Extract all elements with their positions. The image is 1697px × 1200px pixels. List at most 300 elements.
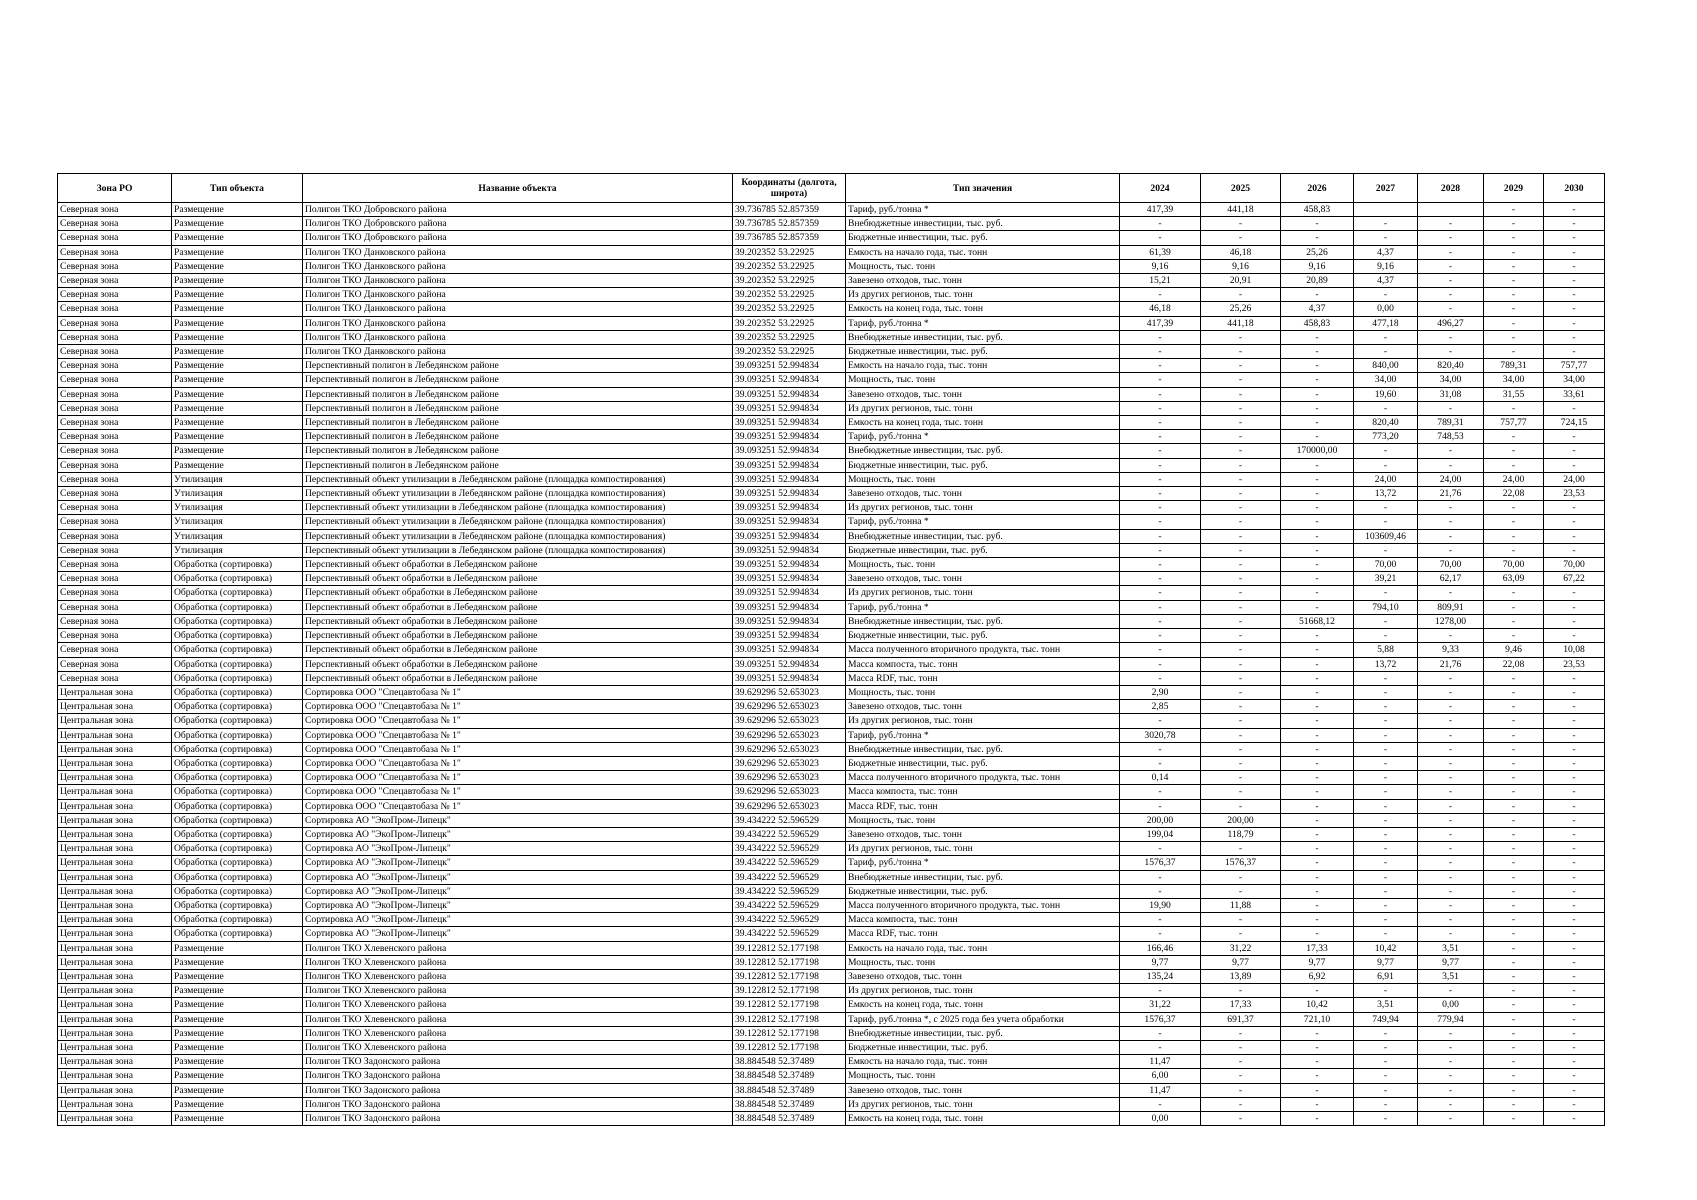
y2024-cell: 135,24: [1120, 969, 1201, 983]
y2030-cell: -: [1544, 771, 1605, 785]
y2026-cell: -: [1281, 827, 1354, 841]
object-name-cell: Сортировка ООО "Спецавтобаза № 1": [303, 700, 733, 714]
table-row: [58, 288, 1605, 302]
data-table: [57, 173, 1605, 1126]
zone-cell: Северная зона: [58, 543, 172, 557]
y2028-cell: -: [1418, 771, 1484, 785]
y2027-cell: -: [1354, 401, 1418, 415]
y2026-cell: -: [1281, 373, 1354, 387]
zone-cell: Северная зона: [58, 302, 172, 316]
col-header-2028: 2028: [1418, 174, 1484, 203]
zone-cell: Северная зона: [58, 416, 172, 430]
zone-cell: Центральная зона: [58, 700, 172, 714]
y2027-cell: 39,21: [1354, 572, 1418, 586]
y2029-cell: -: [1484, 1112, 1544, 1126]
coordinates-cell: 39.202352 53.22925: [733, 330, 846, 344]
coordinates-cell: 39.093251 52.994834: [733, 572, 846, 586]
y2028-cell: 62,17: [1418, 572, 1484, 586]
y2027-cell: -: [1354, 813, 1418, 827]
value-type-cell: Бюджетные инвестиции, тыс. руб.: [846, 629, 1120, 643]
zone-cell: Центральная зона: [58, 827, 172, 841]
table-row: [58, 430, 1605, 444]
y2025-cell: -: [1201, 756, 1281, 770]
object-type-cell: Размещение: [172, 274, 303, 288]
object-type-cell: Утилизация: [172, 515, 303, 529]
y2026-cell: -: [1281, 657, 1354, 671]
zone-cell: Северная зона: [58, 259, 172, 273]
y2026-cell: 9,77: [1281, 955, 1354, 969]
y2025-cell: -: [1201, 416, 1281, 430]
y2026-cell: -: [1281, 472, 1354, 486]
y2025-cell: -: [1201, 685, 1281, 699]
table-row: [58, 529, 1605, 543]
y2030-cell: -: [1544, 288, 1605, 302]
y2030-cell: -: [1544, 927, 1605, 941]
y2028-cell: 9,33: [1418, 643, 1484, 657]
y2027-cell: -: [1354, 288, 1418, 302]
y2024-cell: 31,22: [1120, 998, 1201, 1012]
value-type-cell: Тариф, руб./тонна *: [846, 856, 1120, 870]
y2024-cell: 1576,37: [1120, 1012, 1201, 1026]
y2029-cell: -: [1484, 543, 1544, 557]
object-type-cell: Утилизация: [172, 472, 303, 486]
y2027-cell: 773,20: [1354, 430, 1418, 444]
value-type-cell: Бюджетные инвестиции, тыс. руб.: [846, 231, 1120, 245]
value-type-cell: Завезено отходов, тыс. тонн: [846, 572, 1120, 586]
y2028-cell: -: [1418, 913, 1484, 927]
y2027-cell: 4,37: [1354, 274, 1418, 288]
y2027-cell: -: [1354, 927, 1418, 941]
object-name-cell: Полигон ТКО Хлевенского района: [303, 955, 733, 969]
value-type-cell: Внебюджетные инвестиции, тыс. руб.: [846, 870, 1120, 884]
y2026-cell: -: [1281, 515, 1354, 529]
y2028-cell: 70,00: [1418, 558, 1484, 572]
y2029-cell: 9,46: [1484, 643, 1544, 657]
y2029-cell: -: [1484, 927, 1544, 941]
y2030-cell: -: [1544, 259, 1605, 273]
coordinates-cell: 39.629296 52.653023: [733, 685, 846, 699]
y2024-cell: 11,47: [1120, 1083, 1201, 1097]
y2028-cell: -: [1418, 245, 1484, 259]
y2027-cell: -: [1354, 742, 1418, 756]
y2027-cell: -: [1354, 330, 1418, 344]
object-name-cell: Перспективный полигон в Лебедянском районе: [303, 387, 733, 401]
table-row: [58, 259, 1605, 273]
object-type-cell: Обработка (сортировка): [172, 813, 303, 827]
y2030-cell: -: [1544, 941, 1605, 955]
y2028-cell: -: [1418, 714, 1484, 728]
coordinates-cell: 39.202352 53.22925: [733, 259, 846, 273]
y2024-cell: -: [1120, 231, 1201, 245]
y2026-cell: -: [1281, 700, 1354, 714]
table-row: [58, 813, 1605, 827]
value-type-cell: Внебюджетные инвестиции, тыс. руб.: [846, 742, 1120, 756]
y2029-cell: 22,08: [1484, 487, 1544, 501]
y2026-cell: -: [1281, 387, 1354, 401]
table-row: [58, 572, 1605, 586]
table-row: [58, 387, 1605, 401]
y2027-cell: -: [1354, 444, 1418, 458]
zone-cell: Центральная зона: [58, 742, 172, 756]
y2029-cell: -: [1484, 586, 1544, 600]
coordinates-cell: 39.122812 52.177198: [733, 969, 846, 983]
coordinates-cell: 39.093251 52.994834: [733, 586, 846, 600]
value-type-cell: Емкость на начало года, тыс. тонн: [846, 245, 1120, 259]
object-name-cell: Перспективный объект утилизации в Лебедянском районе (площадка компостирования): [303, 487, 733, 501]
y2030-cell: -: [1544, 756, 1605, 770]
object-type-cell: Обработка (сортировка): [172, 728, 303, 742]
y2027-cell: 13,72: [1354, 657, 1418, 671]
y2024-cell: -: [1120, 487, 1201, 501]
y2025-cell: -: [1201, 629, 1281, 643]
coordinates-cell: 39.093251 52.994834: [733, 458, 846, 472]
y2027-cell: -: [1354, 345, 1418, 359]
table-row: [58, 515, 1605, 529]
table-row: [58, 231, 1605, 245]
y2025-cell: -: [1201, 217, 1281, 231]
y2025-cell: -: [1201, 913, 1281, 927]
col-header-object-type: Тип объекта: [172, 174, 303, 203]
y2024-cell: -: [1120, 884, 1201, 898]
y2025-cell: 11,88: [1201, 898, 1281, 912]
y2027-cell: 477,18: [1354, 316, 1418, 330]
value-type-cell: Бюджетные инвестиции, тыс. руб.: [846, 543, 1120, 557]
y2024-cell: -: [1120, 458, 1201, 472]
y2027-cell: -: [1354, 685, 1418, 699]
object-name-cell: Перспективный полигон в Лебедянском районе: [303, 359, 733, 373]
y2030-cell: -: [1544, 955, 1605, 969]
y2025-cell: -: [1201, 572, 1281, 586]
y2025-cell: -: [1201, 387, 1281, 401]
y2028-cell: -: [1418, 898, 1484, 912]
object-name-cell: Полигон ТКО Данковского района: [303, 274, 733, 288]
y2025-cell: -: [1201, 231, 1281, 245]
y2029-cell: -: [1484, 685, 1544, 699]
table-row: [58, 856, 1605, 870]
coordinates-cell: 39.202352 53.22925: [733, 245, 846, 259]
zone-cell: Северная зона: [58, 586, 172, 600]
zone-cell: Центральная зона: [58, 1026, 172, 1040]
value-type-cell: Из других регионов, тыс. тонн: [846, 842, 1120, 856]
zone-cell: Северная зона: [58, 430, 172, 444]
y2027-cell: -: [1354, 1055, 1418, 1069]
y2028-cell: -: [1418, 1040, 1484, 1054]
y2024-cell: -: [1120, 330, 1201, 344]
y2024-cell: -: [1120, 529, 1201, 543]
y2024-cell: -: [1120, 288, 1201, 302]
col-header-2025: 2025: [1201, 174, 1281, 203]
y2027-cell: -: [1354, 827, 1418, 841]
coordinates-cell: 39.093251 52.994834: [733, 373, 846, 387]
y2028-cell: -: [1418, 345, 1484, 359]
table-row: [58, 373, 1605, 387]
value-type-cell: Тариф, руб./тонна *: [846, 600, 1120, 614]
y2026-cell: -: [1281, 1112, 1354, 1126]
y2024-cell: -: [1120, 870, 1201, 884]
table-row: [58, 756, 1605, 770]
zone-cell: Центральная зона: [58, 1097, 172, 1111]
object-type-cell: Обработка (сортировка): [172, 756, 303, 770]
y2027-cell: 840,00: [1354, 359, 1418, 373]
object-type-cell: Размещение: [172, 941, 303, 955]
y2027-cell: 9,77: [1354, 955, 1418, 969]
object-name-cell: Перспективный объект утилизации в Лебедянском районе (площадка компостирования): [303, 515, 733, 529]
value-type-cell: Емкость на начало года, тыс. тонн: [846, 1055, 1120, 1069]
y2024-cell: -: [1120, 799, 1201, 813]
object-name-cell: Перспективный объект обработки в Лебедянском районе: [303, 629, 733, 643]
y2029-cell: 31,55: [1484, 387, 1544, 401]
y2027-cell: 10,42: [1354, 941, 1418, 955]
y2025-cell: -: [1201, 643, 1281, 657]
y2024-cell: 1576,37: [1120, 856, 1201, 870]
y2024-cell: -: [1120, 586, 1201, 600]
y2029-cell: -: [1484, 827, 1544, 841]
object-type-cell: Обработка (сортировка): [172, 898, 303, 912]
y2028-cell: -: [1418, 444, 1484, 458]
y2030-cell: -: [1544, 884, 1605, 898]
y2026-cell: -: [1281, 345, 1354, 359]
y2030-cell: 23,53: [1544, 487, 1605, 501]
object-type-cell: Размещение: [172, 1055, 303, 1069]
y2026-cell: -: [1281, 870, 1354, 884]
table-row: [58, 1040, 1605, 1054]
object-type-cell: Размещение: [172, 245, 303, 259]
object-type-cell: Размещение: [172, 302, 303, 316]
y2030-cell: -: [1544, 984, 1605, 998]
y2028-cell: 9,77: [1418, 955, 1484, 969]
object-name-cell: Полигон ТКО Хлевенского района: [303, 969, 733, 983]
y2026-cell: -: [1281, 401, 1354, 415]
y2028-cell: -: [1418, 685, 1484, 699]
object-name-cell: Перспективный объект обработки в Лебедянском районе: [303, 671, 733, 685]
y2028-cell: -: [1418, 700, 1484, 714]
y2030-cell: -: [1544, 785, 1605, 799]
y2024-cell: 11,47: [1120, 1055, 1201, 1069]
object-type-cell: Размещение: [172, 1083, 303, 1097]
object-name-cell: Сортировка АО "ЭкоПром-Липецк": [303, 870, 733, 884]
y2026-cell: -: [1281, 1097, 1354, 1111]
y2030-cell: -: [1544, 913, 1605, 927]
y2029-cell: -: [1484, 884, 1544, 898]
object-name-cell: Сортировка АО "ЭкоПром-Липецк": [303, 827, 733, 841]
y2030-cell: -: [1544, 1055, 1605, 1069]
table-row: [58, 643, 1605, 657]
zone-cell: Северная зона: [58, 501, 172, 515]
y2027-cell: 70,00: [1354, 558, 1418, 572]
value-type-cell: Завезено отходов, тыс. тонн: [846, 969, 1120, 983]
y2030-cell: -: [1544, 1069, 1605, 1083]
y2026-cell: -: [1281, 543, 1354, 557]
y2029-cell: -: [1484, 955, 1544, 969]
coordinates-cell: 39.093251 52.994834: [733, 629, 846, 643]
zone-cell: Центральная зона: [58, 714, 172, 728]
object-type-cell: Размещение: [172, 444, 303, 458]
y2025-cell: -: [1201, 927, 1281, 941]
zone-cell: Северная зона: [58, 345, 172, 359]
object-name-cell: Перспективный объект обработки в Лебедянском районе: [303, 614, 733, 628]
y2026-cell: -: [1281, 629, 1354, 643]
y2030-cell: -: [1544, 430, 1605, 444]
table-row: [58, 728, 1605, 742]
y2029-cell: -: [1484, 842, 1544, 856]
y2024-cell: -: [1120, 430, 1201, 444]
coordinates-cell: 39.093251 52.994834: [733, 430, 846, 444]
coordinates-cell: 39.736785 52.857359: [733, 203, 846, 217]
zone-cell: Северная зона: [58, 657, 172, 671]
zone-cell: Центральная зона: [58, 984, 172, 998]
y2028-cell: 779,94: [1418, 1012, 1484, 1026]
y2025-cell: 17,33: [1201, 998, 1281, 1012]
object-type-cell: Размещение: [172, 1069, 303, 1083]
coordinates-cell: 39.629296 52.653023: [733, 728, 846, 742]
zone-cell: Центральная зона: [58, 685, 172, 699]
table-row: [58, 671, 1605, 685]
y2030-cell: -: [1544, 700, 1605, 714]
y2028-cell: -: [1418, 1097, 1484, 1111]
coordinates-cell: 39.093251 52.994834: [733, 515, 846, 529]
y2029-cell: 70,00: [1484, 558, 1544, 572]
y2029-cell: -: [1484, 728, 1544, 742]
y2028-cell: -: [1418, 1083, 1484, 1097]
object-name-cell: Полигон ТКО Хлевенского района: [303, 941, 733, 955]
table-body: [58, 203, 1605, 1126]
y2024-cell: -: [1120, 345, 1201, 359]
y2026-cell: -: [1281, 529, 1354, 543]
object-name-cell: Перспективный объект обработки в Лебедянском районе: [303, 643, 733, 657]
object-type-cell: Обработка (сортировка): [172, 714, 303, 728]
table-row: [58, 614, 1605, 628]
y2030-cell: 24,00: [1544, 472, 1605, 486]
coordinates-cell: 39.093251 52.994834: [733, 600, 846, 614]
zone-cell: Северная зона: [58, 245, 172, 259]
y2029-cell: 22,08: [1484, 657, 1544, 671]
y2027-cell: 103609,46: [1354, 529, 1418, 543]
y2029-cell: -: [1484, 714, 1544, 728]
value-type-cell: Мощность, тыс. тонн: [846, 955, 1120, 969]
y2027-cell: -: [1354, 771, 1418, 785]
zone-cell: Северная зона: [58, 373, 172, 387]
y2030-cell: -: [1544, 685, 1605, 699]
coordinates-cell: 39.093251 52.994834: [733, 444, 846, 458]
value-type-cell: Емкость на конец года, тыс. тонн: [846, 998, 1120, 1012]
y2026-cell: -: [1281, 416, 1354, 430]
y2028-cell: -: [1418, 274, 1484, 288]
y2025-cell: -: [1201, 515, 1281, 529]
y2027-cell: -: [1354, 785, 1418, 799]
coordinates-cell: 39.093251 52.994834: [733, 558, 846, 572]
col-header-value-type: Тип значения: [846, 174, 1120, 203]
y2024-cell: -: [1120, 629, 1201, 643]
y2027-cell: -: [1354, 1069, 1418, 1083]
y2028-cell: 34,00: [1418, 373, 1484, 387]
object-name-cell: Перспективный объект утилизации в Лебедянском районе (площадка компостирования): [303, 529, 733, 543]
y2027-cell: -: [1354, 898, 1418, 912]
table-row: [58, 359, 1605, 373]
coordinates-cell: 39.093251 52.994834: [733, 643, 846, 657]
object-name-cell: Перспективный объект утилизации в Лебедянском районе (площадка компостирования): [303, 543, 733, 557]
y2026-cell: -: [1281, 1026, 1354, 1040]
coordinates-cell: 39.629296 52.653023: [733, 742, 846, 756]
object-type-cell: Размещение: [172, 359, 303, 373]
y2028-cell: -: [1418, 529, 1484, 543]
object-type-cell: Размещение: [172, 288, 303, 302]
y2028-cell: -: [1418, 259, 1484, 273]
table-row: [58, 458, 1605, 472]
zone-cell: Северная зона: [58, 288, 172, 302]
y2030-cell: -: [1544, 515, 1605, 529]
coordinates-cell: 39.434222 52.596529: [733, 842, 846, 856]
y2026-cell: -: [1281, 1055, 1354, 1069]
col-header-2024: 2024: [1120, 174, 1201, 203]
y2028-cell: -: [1418, 586, 1484, 600]
y2030-cell: 757,77: [1544, 359, 1605, 373]
col-header-2029: 2029: [1484, 174, 1544, 203]
y2024-cell: -: [1120, 472, 1201, 486]
y2028-cell: -: [1418, 742, 1484, 756]
value-type-cell: Мощность, тыс. тонн: [846, 558, 1120, 572]
y2029-cell: -: [1484, 1040, 1544, 1054]
zone-cell: Северная зона: [58, 614, 172, 628]
table-row: [58, 1055, 1605, 1069]
y2030-cell: 67,22: [1544, 572, 1605, 586]
col-header-2026: 2026: [1281, 174, 1354, 203]
table-row: [58, 302, 1605, 316]
table-row: [58, 998, 1605, 1012]
table-row: [58, 969, 1605, 983]
object-type-cell: Размещение: [172, 969, 303, 983]
y2026-cell: -: [1281, 572, 1354, 586]
coordinates-cell: 39.122812 52.177198: [733, 955, 846, 969]
y2029-cell: -: [1484, 771, 1544, 785]
y2025-cell: -: [1201, 430, 1281, 444]
value-type-cell: Емкость на конец года, тыс. тонн: [846, 1112, 1120, 1126]
y2025-cell: -: [1201, 401, 1281, 415]
value-type-cell: Внебюджетные инвестиции, тыс. руб.: [846, 1026, 1120, 1040]
y2029-cell: -: [1484, 302, 1544, 316]
table-row: [58, 543, 1605, 557]
object-name-cell: Сортировка ООО "Спецавтобаза № 1": [303, 714, 733, 728]
y2029-cell: -: [1484, 998, 1544, 1012]
object-name-cell: Полигон ТКО Данковского района: [303, 330, 733, 344]
y2024-cell: -: [1120, 501, 1201, 515]
y2029-cell: -: [1484, 984, 1544, 998]
y2027-cell: -: [1354, 913, 1418, 927]
object-type-cell: Обработка (сортировка): [172, 671, 303, 685]
value-type-cell: Мощность, тыс. тонн: [846, 373, 1120, 387]
y2026-cell: -: [1281, 714, 1354, 728]
y2026-cell: -: [1281, 288, 1354, 302]
coordinates-cell: 39.736785 52.857359: [733, 231, 846, 245]
y2028-cell: -: [1418, 827, 1484, 841]
object-type-cell: Обработка (сортировка): [172, 884, 303, 898]
y2025-cell: 13,89: [1201, 969, 1281, 983]
y2028-cell: -: [1418, 870, 1484, 884]
zone-cell: Центральная зона: [58, 998, 172, 1012]
value-type-cell: Бюджетные инвестиции, тыс. руб.: [846, 756, 1120, 770]
value-type-cell: Завезено отходов, тыс. тонн: [846, 387, 1120, 401]
y2026-cell: -: [1281, 884, 1354, 898]
zone-cell: Центральная зона: [58, 969, 172, 983]
y2025-cell: 1576,37: [1201, 856, 1281, 870]
y2025-cell: 441,18: [1201, 316, 1281, 330]
table-row: [58, 742, 1605, 756]
zone-cell: Северная зона: [58, 515, 172, 529]
y2027-cell: -: [1354, 842, 1418, 856]
y2030-cell: 33,61: [1544, 387, 1605, 401]
zone-cell: Северная зона: [58, 600, 172, 614]
value-type-cell: Мощность, тыс. тонн: [846, 472, 1120, 486]
y2025-cell: -: [1201, 558, 1281, 572]
